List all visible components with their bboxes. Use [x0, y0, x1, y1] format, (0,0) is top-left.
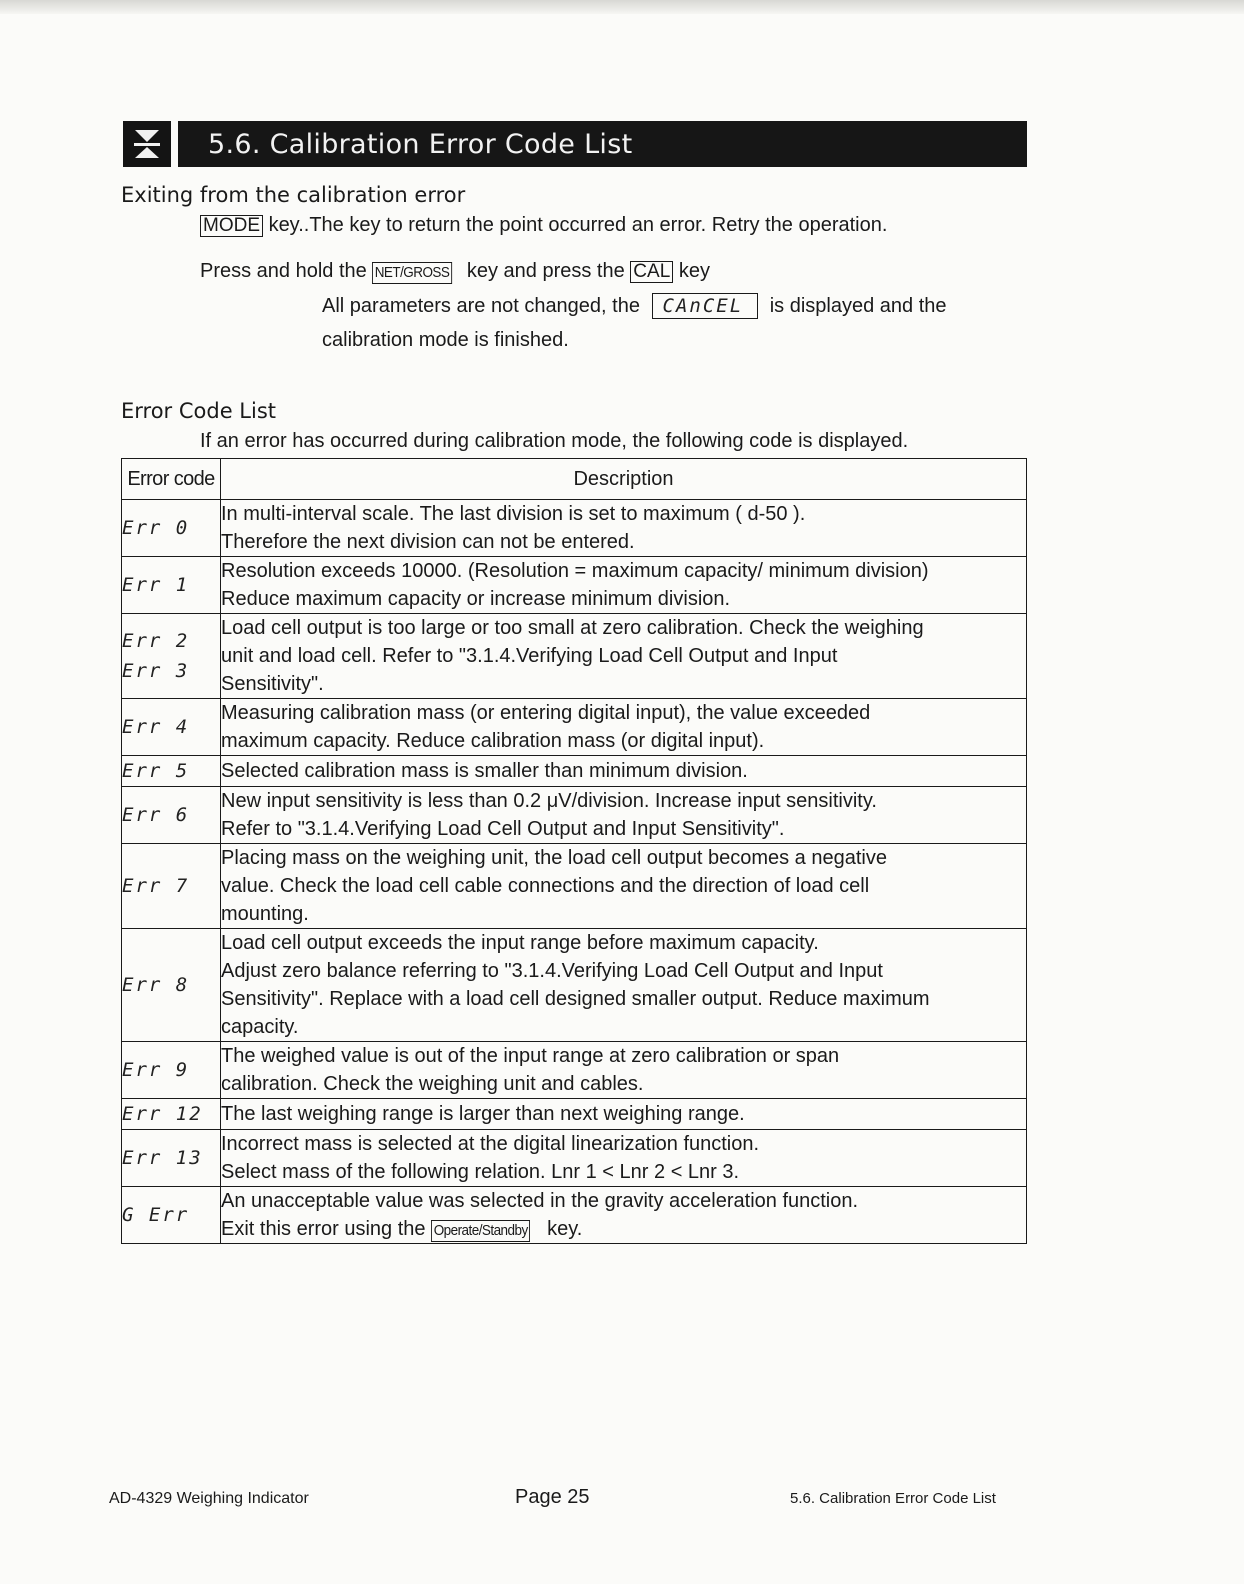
- table-row: [122, 929, 1027, 1042]
- description-cell: [221, 1130, 1027, 1187]
- error-list-heading: Error Code List: [121, 399, 277, 423]
- error-code: Err 4: [122, 716, 190, 738]
- description-line: [221, 1215, 1026, 1243]
- table-row: [122, 1130, 1027, 1187]
- description-line: Refer to "3.1.4.Verifying Load Cell Output and Input Sensitivity".: [221, 818, 785, 840]
- description-line: The weighed value is out of the input range at zero calibration or span: [221, 1045, 840, 1067]
- description-line: Reduce maximum capacity or increase minimum division.: [221, 588, 731, 610]
- operate-prefix: Exit this error using the: [221, 1218, 426, 1240]
- description-line: Measuring calibration mass (or entering digital input), the value exceeded: [221, 702, 871, 724]
- description-cell: [221, 500, 1027, 557]
- footer-left: AD-4329 Weighing Indicator: [109, 1490, 309, 1507]
- error-code-cell: [122, 844, 221, 929]
- press-hold-prefix: Press and hold the: [200, 260, 367, 282]
- description-line: unit and load cell. Refer to "3.1.4.Verifying Load Cell Output and Input: [221, 645, 838, 667]
- header-description: Description: [221, 459, 1027, 500]
- error-code-cell: [122, 929, 221, 1042]
- operate-standby-key: Operate/Standby: [431, 1220, 530, 1242]
- footer-page-number: Page 25: [515, 1486, 590, 1508]
- cancel-instruction: [200, 259, 710, 284]
- table-header-row: [122, 459, 1027, 500]
- error-code: Err 12: [122, 1103, 203, 1125]
- cal-key: CAL: [630, 261, 673, 283]
- error-code-cell: [122, 1099, 221, 1130]
- section-title: 5.6. Calibration Error Code List: [178, 121, 1027, 167]
- description-line: Load cell output exceeds the input range before maximum capacity.: [221, 932, 819, 954]
- table-row: [122, 756, 1027, 787]
- error-code: Err 1: [122, 574, 190, 596]
- description-cell: [221, 756, 1027, 787]
- error-code: Err 9: [122, 1059, 190, 1081]
- table-row: [122, 844, 1027, 929]
- press-hold-middle: key and press the: [466, 260, 625, 282]
- error-code: Err 0: [122, 517, 190, 539]
- error-code-cell: [122, 614, 221, 699]
- description-cell: [221, 1099, 1027, 1130]
- error-code-cell: [122, 1042, 221, 1099]
- description-line: Selected calibration mass is smaller than minimum division.: [221, 760, 748, 782]
- exit-heading: Exiting from the calibration error: [121, 183, 466, 207]
- mode-key: MODE: [200, 215, 263, 237]
- description-cell: [221, 787, 1027, 844]
- description-cell: [221, 557, 1027, 614]
- description-line: Select mass of the following relation. Lnr 1 < Lnr 2 < Lnr 3.: [221, 1161, 740, 1183]
- table-row: [122, 1099, 1027, 1130]
- description-line: maximum capacity. Reduce calibration mass (or digital input).: [221, 730, 765, 752]
- error-code: Err 3: [122, 660, 190, 682]
- cancel-note-line2: calibration mode is finished.: [322, 329, 569, 351]
- error-code: Err 13: [122, 1147, 203, 1169]
- description-line: Incorrect mass is selected at the digital linearization function.: [221, 1133, 760, 1155]
- error-code-cell: [122, 756, 221, 787]
- note-suffix: is displayed and the: [769, 295, 947, 317]
- error-code: Err 6: [122, 804, 190, 826]
- description-line: capacity.: [221, 1016, 299, 1038]
- description-line: New input sensitivity is less than 0.2 μV/division. Increase input sensitivity.: [221, 790, 877, 812]
- description-line: In multi-interval scale. The last division is set to maximum ( d-50 ).: [221, 503, 806, 525]
- netgross-key: NET/GROSS: [372, 262, 452, 284]
- note-prefix: All parameters are not changed, the: [322, 295, 640, 317]
- description-cell: [221, 844, 1027, 929]
- scan-edge: [0, 0, 1244, 14]
- table-row: [122, 699, 1027, 756]
- error-code: Err 7: [122, 875, 190, 897]
- description-line: An unacceptable value was selected in the gravity acceleration function.: [221, 1190, 859, 1212]
- table-row: [122, 614, 1027, 699]
- error-code-cell: [122, 787, 221, 844]
- description-cell: [221, 929, 1027, 1042]
- description-line: value. Check the load cell cable connections and the direction of load cell: [221, 875, 870, 897]
- error-code-cell: [122, 699, 221, 756]
- footer-right: 5.6. Calibration Error Code List: [790, 1490, 996, 1507]
- operate-suffix: key.: [547, 1218, 583, 1240]
- cancel-display: CAnCEL: [652, 293, 759, 319]
- table-row: [122, 1187, 1027, 1244]
- download-arrow-icon: [123, 121, 171, 167]
- description-line: Sensitivity".: [221, 673, 324, 695]
- section-banner: [123, 121, 1027, 167]
- header-error-code: Error code: [122, 459, 221, 500]
- mode-text: key..The key to return the point occurred an error. Retry the operation.: [268, 214, 888, 236]
- press-hold-suffix: key: [678, 260, 710, 282]
- mode-instruction: [200, 213, 887, 237]
- error-code-cell: [122, 1130, 221, 1187]
- table-row: [122, 1042, 1027, 1099]
- description-cell: [221, 699, 1027, 756]
- error-code: Err 5: [122, 760, 190, 782]
- error-code-cell: [122, 557, 221, 614]
- table-body: [122, 500, 1027, 1244]
- cancel-note: [322, 293, 947, 319]
- table-row: [122, 787, 1027, 844]
- description-line: Load cell output is too large or too small at zero calibration. Check the weighing: [221, 617, 924, 639]
- table-row: [122, 500, 1027, 557]
- error-code-table: [121, 458, 1027, 1244]
- error-list-intro: If an error has occurred during calibration mode, the following code is displayed.: [200, 430, 909, 452]
- description-cell: [221, 1187, 1027, 1244]
- description-line: Sensitivity". Replace with a load cell designed smaller output. Reduce maximum: [221, 988, 930, 1010]
- description-cell: [221, 614, 1027, 699]
- description-line: Adjust zero balance referring to "3.1.4.Verifying Load Cell Output and Input: [221, 960, 883, 982]
- description-line: Therefore the next division can not be entered.: [221, 531, 635, 553]
- description-line: Resolution exceeds 10000. (Resolution = maximum capacity/ minimum division): [221, 560, 929, 582]
- description-line: Placing mass on the weighing unit, the load cell output becomes a negative: [221, 847, 887, 869]
- description-line: mounting.: [221, 903, 309, 925]
- error-code-cell: [122, 1187, 221, 1244]
- error-code: G Err: [122, 1204, 190, 1226]
- error-code: Err 8: [122, 974, 190, 996]
- description-cell: [221, 1042, 1027, 1099]
- description-line: The last weighing range is larger than next weighing range.: [221, 1103, 745, 1125]
- error-code: Err 2: [122, 630, 190, 652]
- error-code-cell: [122, 500, 221, 557]
- description-line: calibration. Check the weighing unit and cables.: [221, 1073, 644, 1095]
- table-row: [122, 557, 1027, 614]
